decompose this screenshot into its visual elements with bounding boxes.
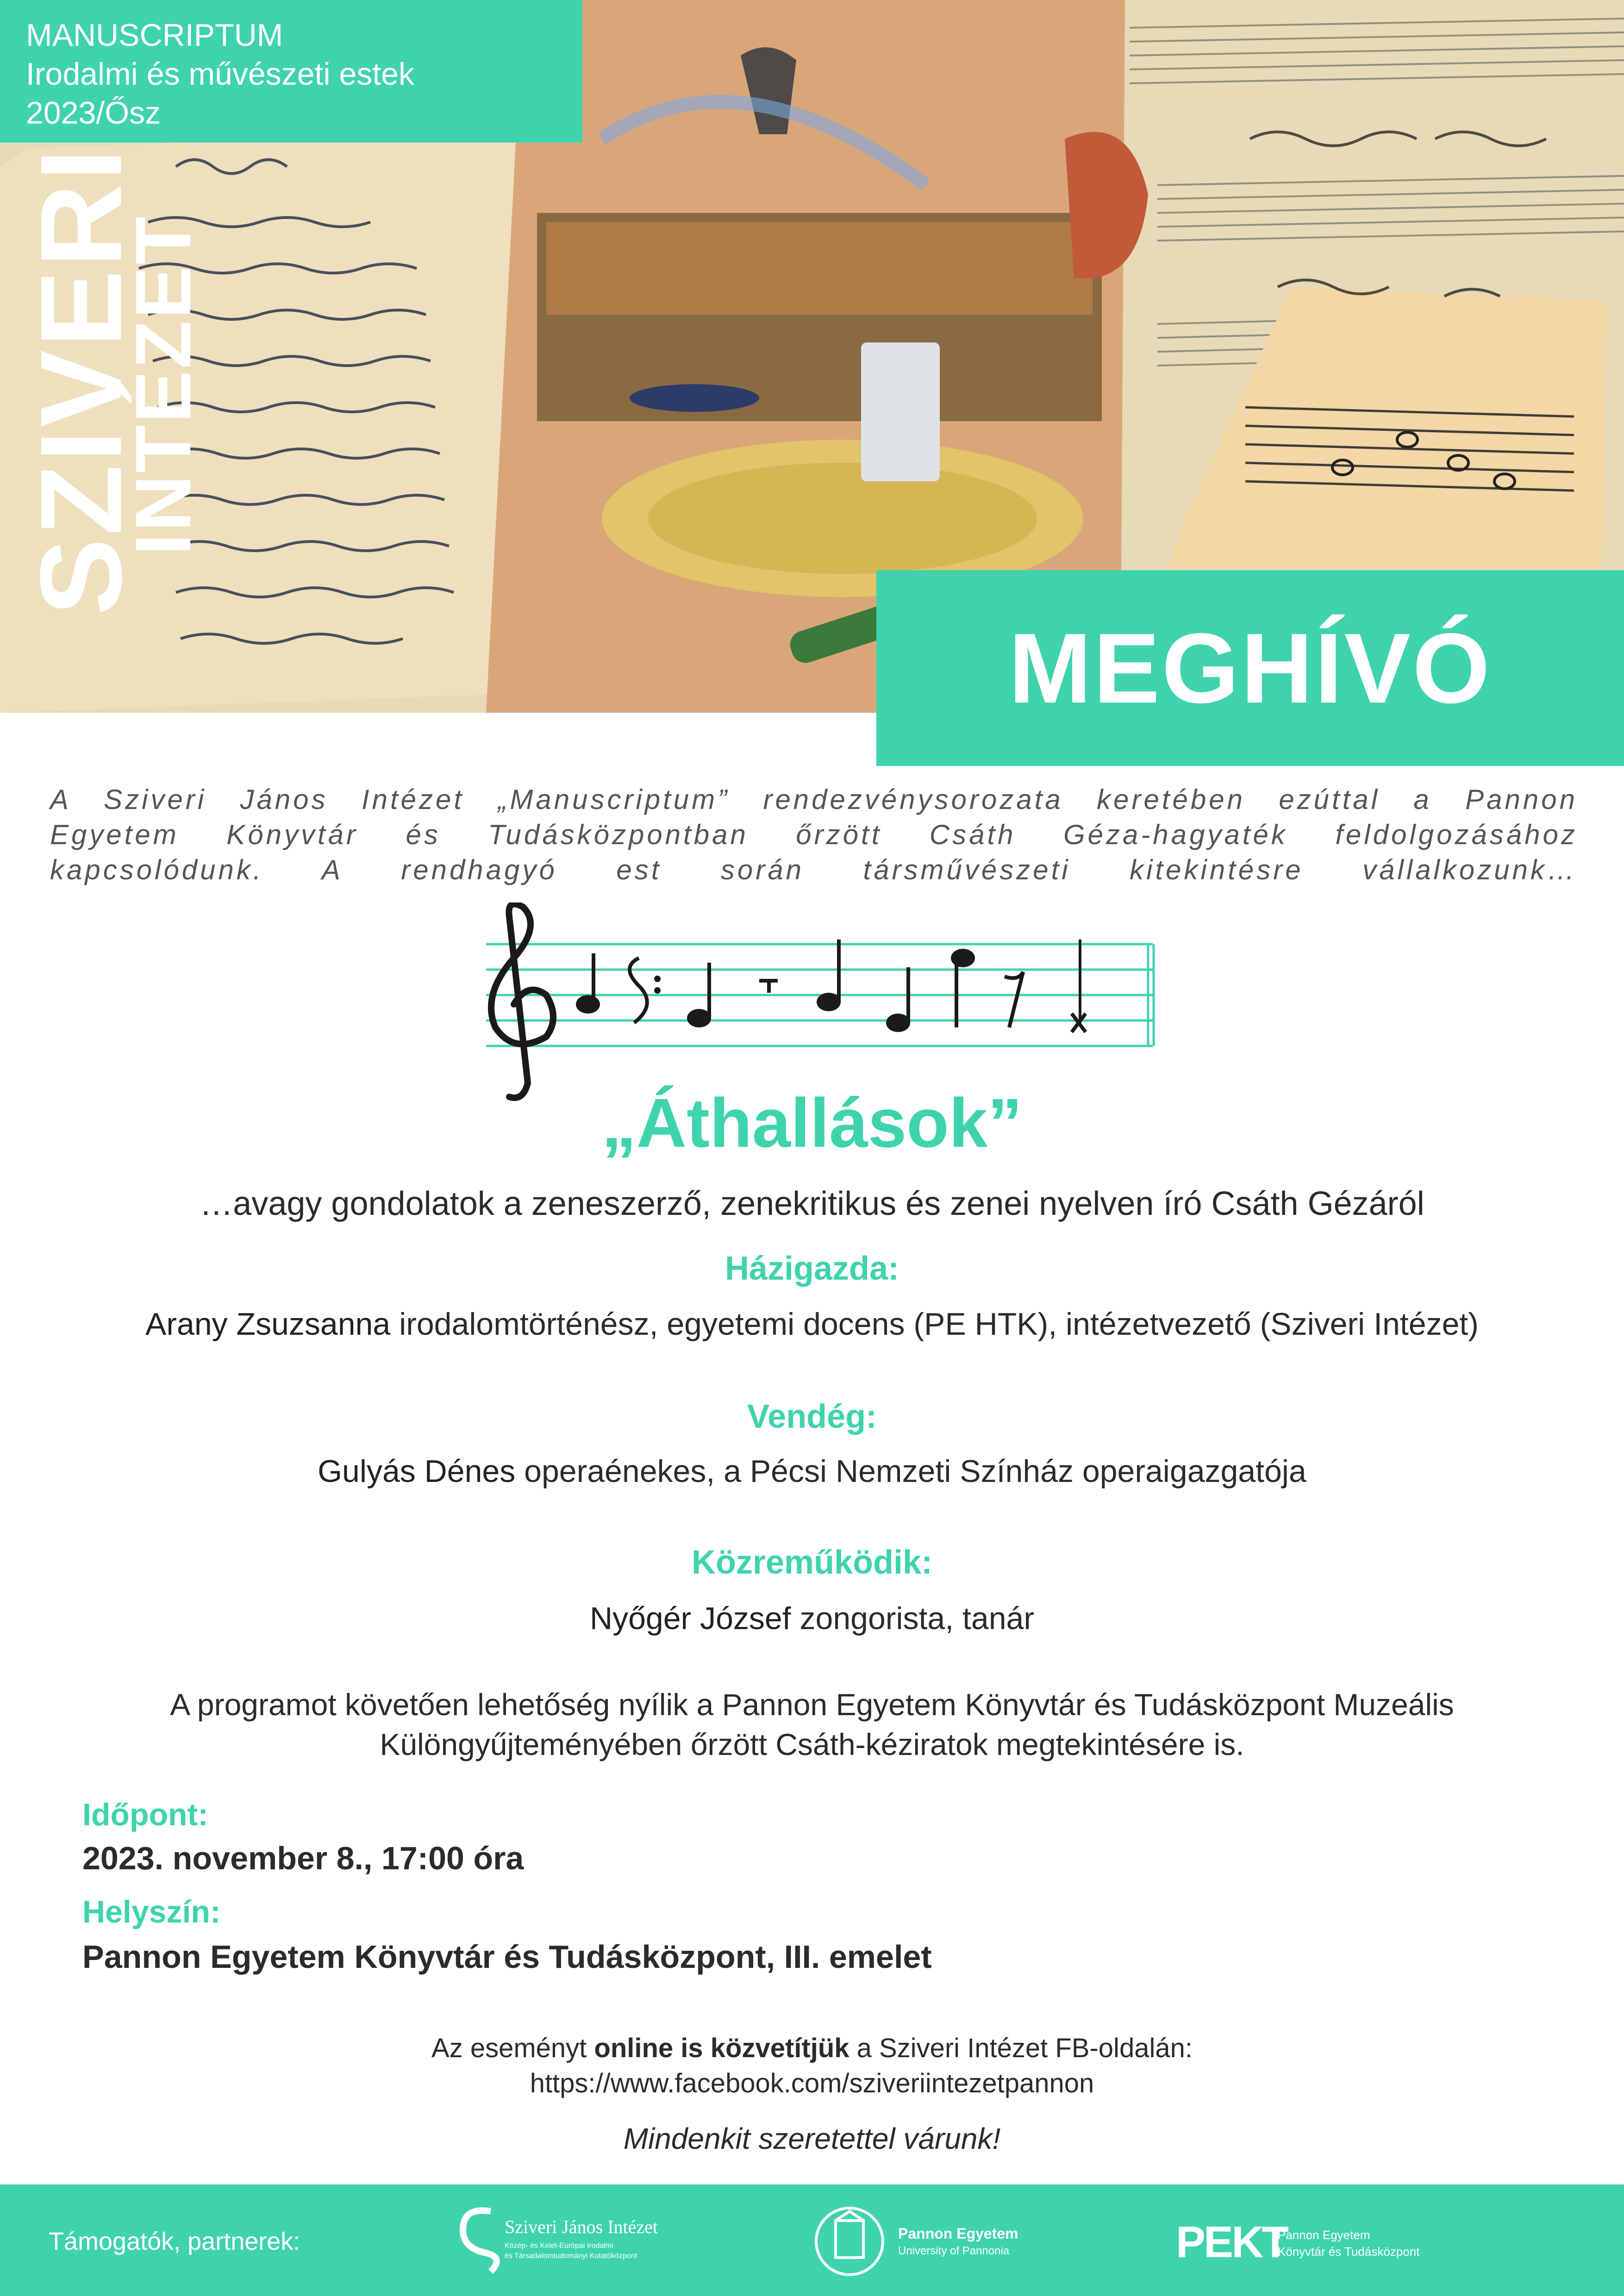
logo2-name: Pannon Egyetem bbox=[898, 2225, 1018, 2242]
time-value: 2023. november 8., 17:00 óra bbox=[82, 1840, 524, 1876]
invitation-title: MEGHÍVÓ bbox=[1008, 612, 1492, 724]
partners-label: Támogatók, partnerek: bbox=[49, 2228, 300, 2255]
online-suffix: a Sziveri Intézet FB-oldalán: bbox=[849, 2033, 1193, 2063]
time-label: Időpont: bbox=[82, 1797, 208, 1832]
facebook-link[interactable]: https://www.facebook.com/sziveriintezetpannon bbox=[530, 2068, 1094, 2098]
invitation-banner bbox=[876, 570, 1624, 766]
sziveri-brand-logo bbox=[16, 146, 208, 616]
pannon-university-logo bbox=[810, 2202, 1051, 2281]
series-title: MANUSCRIPTUM bbox=[26, 18, 283, 53]
online-line bbox=[0, 2031, 1624, 2066]
event-title: „Áthallások” bbox=[601, 1084, 1023, 1162]
logo2-sub: University of Pannonia bbox=[898, 2245, 1010, 2257]
brand-line-1: SZIVERI bbox=[16, 146, 145, 616]
logo3-mark: PEKT bbox=[1176, 2217, 1287, 2267]
intro-line: A Sziveri János Intézet „Manuscriptum” rendezvénysorozata keretében ezúttal a Pannon bbox=[50, 784, 1578, 815]
pekt-logo bbox=[1176, 2208, 1491, 2277]
guest-description: operaénekes, a Pécsi Nemzeti Színház operaigazgatója bbox=[515, 1454, 1306, 1489]
event-subtitle: …avagy gondolatok a zeneszerző, zenekritikus és zenei nyelven író Csáth Gézáról bbox=[200, 1185, 1424, 1222]
performer-line bbox=[0, 1600, 1624, 1636]
logo1-name: Sziveri János Intézet bbox=[505, 2216, 658, 2237]
guest-label: Vendég: bbox=[747, 1398, 877, 1435]
online-prefix: Az eseményt bbox=[431, 2033, 594, 2063]
performer-description: zongorista, tanár bbox=[791, 1601, 1035, 1636]
performer-label: Közreműködik: bbox=[691, 1544, 933, 1581]
logo1-sub1: Közép- és Kelet-Európai Irodalmi bbox=[505, 2242, 613, 2250]
intro-line: Egyetem Könyvtár és Tudásközpontban őrzött Csáth Géza-hagyaték feldolgozásához bbox=[50, 819, 1578, 850]
host-name: Arany Zsuzsanna bbox=[145, 1307, 391, 1342]
guest-name: Gulyás Dénes bbox=[318, 1454, 516, 1489]
intro-paragraph bbox=[50, 782, 1578, 888]
host-label: Házigazda: bbox=[725, 1250, 899, 1287]
sziveri-s-icon bbox=[454, 2202, 505, 2276]
online-bold: online is közvetítjük bbox=[594, 2033, 849, 2063]
afterward-line: A programot követően lehetőség nyílik a Pannon Egyetem Könyvtár és Tudásközpont Muzeális bbox=[170, 1687, 1454, 1722]
logo3-sub2: Könyvtár és Tudásközpont bbox=[1278, 2245, 1420, 2259]
logo3-sub1: Pannon Egyetem bbox=[1278, 2228, 1370, 2242]
brand-line-2: INTÉZET bbox=[119, 214, 207, 555]
afterward-note bbox=[56, 1685, 1568, 1764]
series-banner bbox=[0, 0, 582, 143]
afterward-line: Különgyűjteményében őrzött Csáth-kéziratok megtekintésére is. bbox=[380, 1727, 1244, 1761]
online-notice bbox=[0, 2031, 1624, 2101]
university-seal-icon bbox=[810, 2202, 889, 2281]
host-description: irodalomtörténész, egyetemi docens (PE HTK), intézetvezető (Sziveri Intézet) bbox=[390, 1307, 1479, 1342]
series-season: 2023/Ősz bbox=[26, 95, 161, 131]
venue-label: Helyszín: bbox=[82, 1894, 221, 1929]
logo1-sub2: és Társadalomtudományi Kutatóközpont bbox=[505, 2252, 637, 2260]
series-subtitle: Irodalmi és művészeti estek bbox=[26, 56, 414, 92]
closing-line: Mindenkit szeretettel várunk! bbox=[623, 2122, 1001, 2155]
host-line bbox=[0, 1306, 1624, 1342]
music-staff-icon bbox=[481, 902, 1157, 1106]
sziveri-institute-logo bbox=[454, 2202, 667, 2281]
footer-partners bbox=[0, 2184, 1624, 2296]
guest-line bbox=[0, 1453, 1624, 1489]
performer-name: Nyőgér József bbox=[589, 1601, 791, 1636]
intro-line: kapcsolódunk. A rendhagyó est során társművészeti kitekintésre vállalkozunk… bbox=[50, 854, 1578, 885]
venue-value: Pannon Egyetem Könyvtár és Tudásközpont, III. emelet bbox=[82, 1939, 932, 1975]
